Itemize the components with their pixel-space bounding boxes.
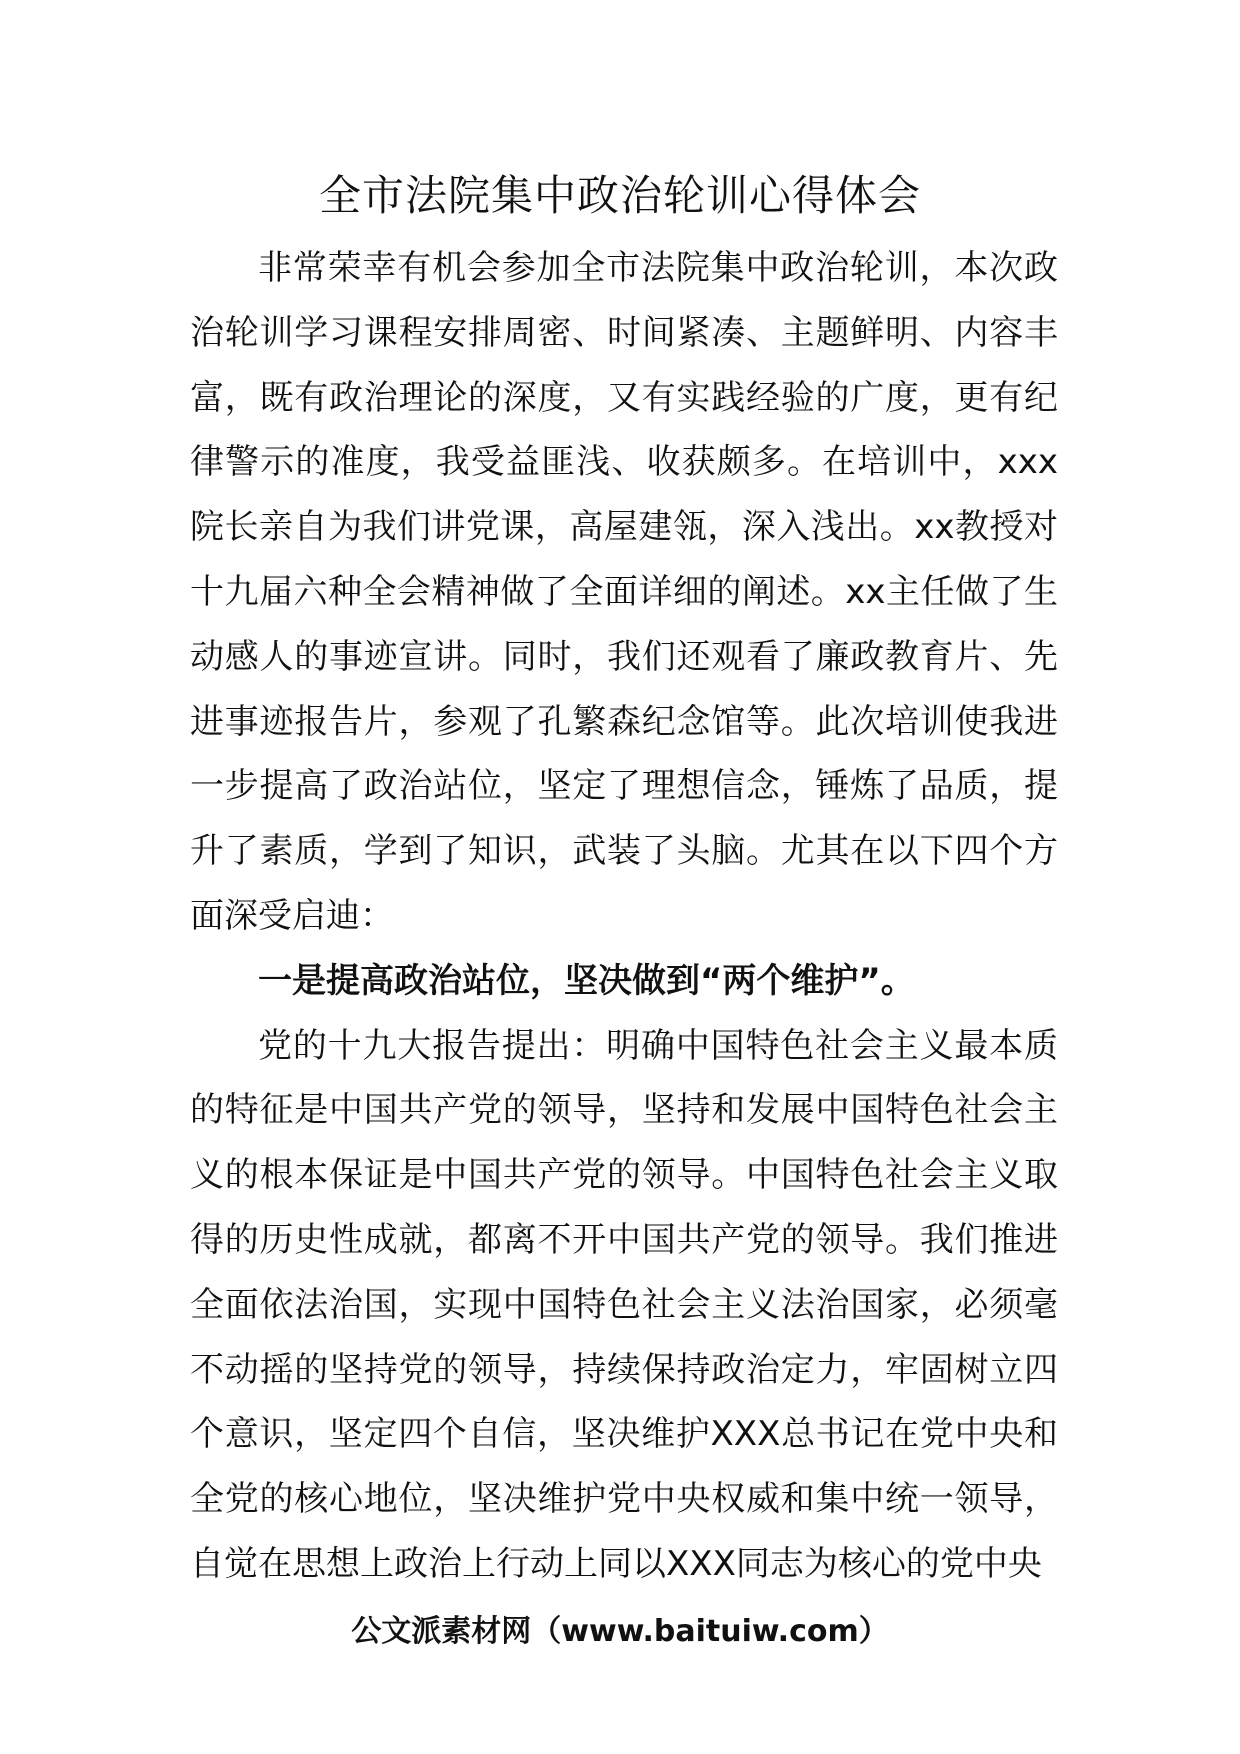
section-heading-1: 一是提高政治站位，坚决做到“两个维护”。 [258, 960, 915, 1001]
footer-watermark: 公文派素材网（www.baituiw.com） [351, 1614, 889, 1649]
section-1-paragraph: 党的十九大报告提出：明确中国特色社会主义最本质的特征是中国共产党的领导，坚持和发展中国特色社会主义的根本保证是中国共产党的领导。中国特色社会主义取得的历史性成就，都离不开中国共产党的领导。我们推进全面依法治国，实现中国特色社会主义法治国家，必须毫不动摇的坚持党的领导，持续保持政治定力，牢固树立四个意识，坚定四个自信，坚决维护XXX总书记在党中央和全党的核心地位，坚决维护党中央权威和集中统一领导，自觉在思想上政治上行动上同以XXX同志为核心的党中央 [190, 1025, 1058, 1584]
intro-paragraph: 非常荣幸有机会参加全市法院集中政治轮训，本次政治轮训学习课程安排周密、时间紧凑、主题鲜明、内容丰富，既有政治理论的深度，又有实践经验的广度，更有纪律警示的准度，我受益匪浅、收获颇多。在培训中，xxx院长亲自为我们讲党课，高屋建瓴，深入浅出。xx教授对十九届六种全会精神做了全面详细的阐述。xx主任做了生动感人的事迹宣讲。同时，我们还观看了廉政教育片、先进事迹报告片，参观了孔繁森纪念馆等。此次培训使我进一步提高了政治站位，坚定了理想信念，锤炼了品质，提升了素质，学到了知识，武装了头脑。尤其在以下四个方面深受启迪： [190, 248, 1058, 936]
document-body [190, 236, 1058, 1597]
document-title: 全市法院集中政治轮训心得体会 [318, 171, 921, 220]
